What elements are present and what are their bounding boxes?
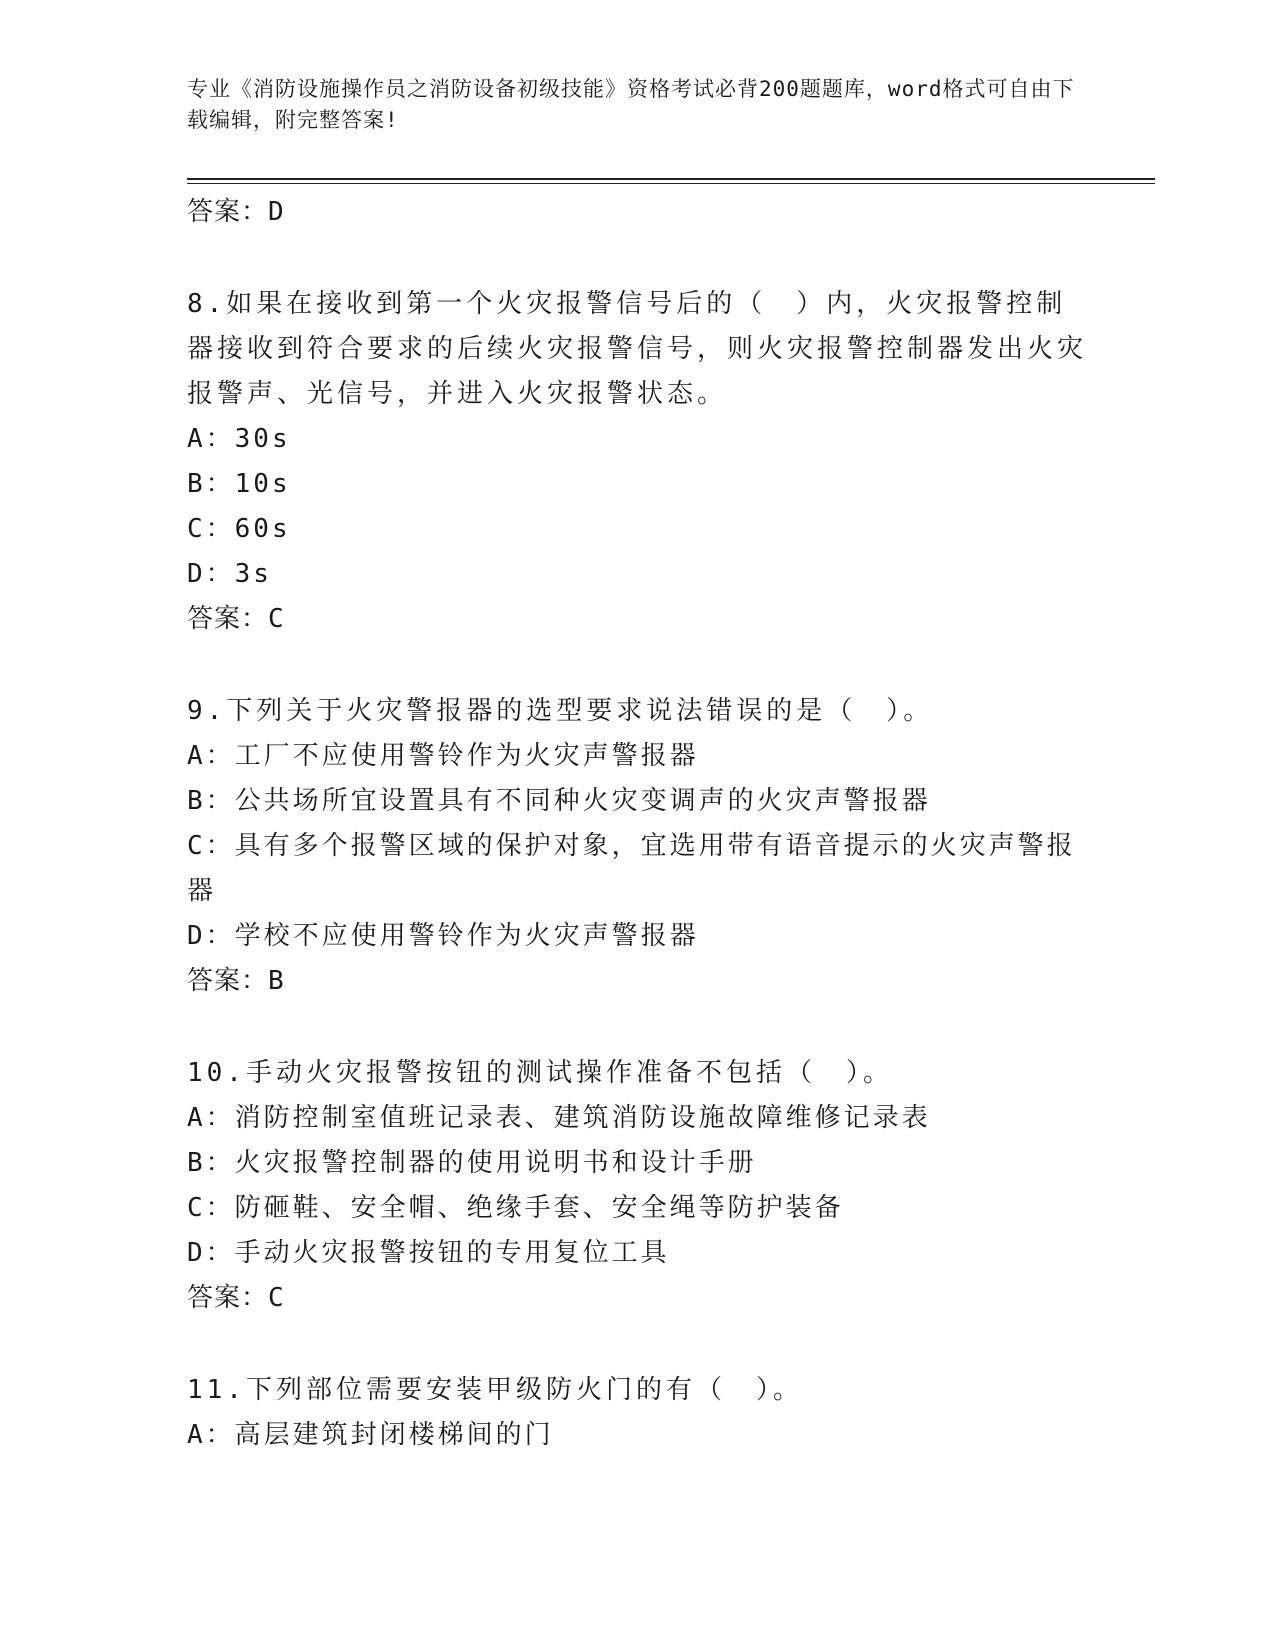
option-c: C：具有多个报警区域的保护对象，宜选用带有语音提示的火灾声警报器 <box>187 831 1076 906</box>
question-stem: 9.下列关于火灾警报器的选型要求说法错误的是（ ）。 <box>187 696 934 726</box>
option-d: D：3s <box>187 559 272 589</box>
option-a: A：消防控制室值班记录表、建筑消防设施故障维修记录表 <box>187 1103 931 1133</box>
option-b: B：火灾报警控制器的使用说明书和设计手册 <box>187 1148 757 1178</box>
option-d: D：手动火灾报警按钮的专用复位工具 <box>187 1238 670 1268</box>
spacer <box>187 641 1087 689</box>
option-a: A：高层建筑封闭楼梯间的门 <box>187 1420 554 1450</box>
answer-line: 答案：B <box>187 966 285 996</box>
spacer <box>187 1003 1087 1051</box>
option-a: A：30s <box>187 424 291 454</box>
question-stem: 11.下列部位需要安装甲级防火门的有（ ）。 <box>187 1375 803 1405</box>
spacer <box>187 234 1087 282</box>
option-c: C：防砸鞋、安全帽、绝缘手套、安全绳等防护装备 <box>187 1193 844 1223</box>
spacer <box>187 1320 1087 1368</box>
option-b: B：10s <box>187 469 291 499</box>
header-divider <box>187 178 1155 184</box>
option-a: A：工厂不应使用警铃作为火灾声警报器 <box>187 741 699 771</box>
option-b: B：公共场所宜设置具有不同种火灾变调声的火灾声警报器 <box>187 786 931 816</box>
answer-line: 答案：C <box>187 604 285 634</box>
answer-line: 答案：D <box>187 197 285 227</box>
answer-line: 答案：C <box>187 1283 285 1313</box>
question-stem: 8.如果在接收到第一个火灾报警信号后的（ ）内，火灾报警控制器接收到符合要求的后续火灾报警信号，则火灾报警控制器发出火灾报警声、光信号，并进入火灾报警状态。 <box>187 289 1088 409</box>
option-c: C：60s <box>187 514 291 544</box>
question-list <box>187 190 1087 1458</box>
option-d: D：学校不应使用警铃作为火灾声警报器 <box>187 921 699 951</box>
page-header: 专业《消防设施操作员之消防设备初级技能》资格考试必背200题题库，word格式可自由下载编辑，附完整答案! <box>187 77 1075 132</box>
question-stem: 10.手动火灾报警按钮的测试操作准备不包括（ ）。 <box>187 1058 893 1088</box>
